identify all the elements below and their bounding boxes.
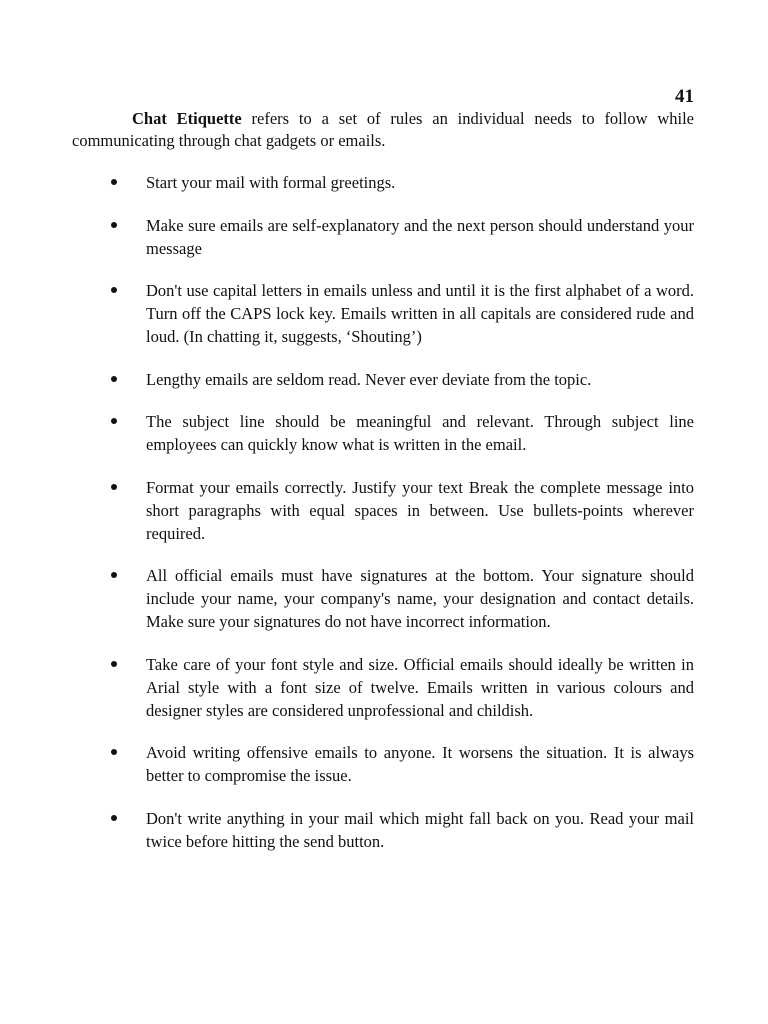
list-item bbox=[146, 279, 694, 348]
list-item bbox=[146, 807, 694, 853]
bullet-icon bbox=[111, 418, 117, 424]
list-item bbox=[146, 564, 694, 633]
bullet-icon bbox=[111, 749, 117, 755]
bullet-icon bbox=[111, 287, 117, 293]
bullet-icon bbox=[111, 572, 117, 578]
intro-text: refers to a set of rules an individual needs to follow while communicating through chat gadgets or emails. bbox=[72, 109, 694, 150]
list-item-text: Lengthy emails are seldom read. Never ever deviate from the topic. bbox=[146, 369, 592, 389]
bullet-icon bbox=[111, 376, 117, 382]
bullet-icon bbox=[111, 222, 117, 228]
list-item bbox=[146, 476, 694, 545]
list-item bbox=[146, 741, 694, 787]
list-item bbox=[146, 368, 694, 391]
list-item bbox=[146, 171, 694, 194]
list-item bbox=[146, 214, 694, 260]
bullet-icon bbox=[111, 815, 117, 821]
list-item-text: Take care of your font style and size. Official emails should ideally be written in Arial style with a font size of twelve. Emails written in various colours and designer styles are considered unprofessional and childish. bbox=[146, 654, 694, 720]
bullet-icon bbox=[111, 484, 117, 490]
list-item-text: Avoid writing offensive emails to anyone. It worsens the situation. It is always better to compromise the issue. bbox=[146, 743, 694, 785]
list-item-text: Start your mail with formal greetings. bbox=[146, 173, 396, 192]
page-number: 41 bbox=[675, 86, 694, 107]
list-item bbox=[146, 653, 694, 722]
list-item-text: All official emails must have signatures at the bottom. Your signature should include your name, your company's name, your designation and contact details. Make sure your signatures do not have incorrect information. bbox=[146, 566, 694, 631]
intro-term: Chat Etiquette bbox=[132, 109, 242, 128]
list-item-text: Don't use capital letters in emails unless and until it is the first alphabet of a word. Turn off the CAPS lock key. Emails written in all capitals are considered rude and loud. (In chatting it, suggests, ‘Shouting’) bbox=[146, 281, 694, 346]
bullet-icon bbox=[111, 179, 117, 185]
list-item-text: Format your emails correctly. Justify your text Break the complete message into short paragraphs with equal spaces in between. Use bullets-points wherever required. bbox=[146, 477, 694, 543]
intro-paragraph bbox=[72, 108, 694, 152]
etiquette-bullet-list bbox=[0, 171, 768, 872]
list-item-text: The subject line should be meaningful and relevant. Through subject line employees can quickly know what is written in the email. bbox=[146, 412, 694, 454]
bullet-icon bbox=[111, 661, 117, 667]
list-item-text: Don't write anything in your mail which might fall back on you. Read your mail twice before hitting the send button. bbox=[146, 808, 694, 851]
list-item bbox=[146, 410, 694, 456]
list-item-text: Make sure emails are self-explanatory and the next person should understand your message bbox=[146, 215, 694, 258]
